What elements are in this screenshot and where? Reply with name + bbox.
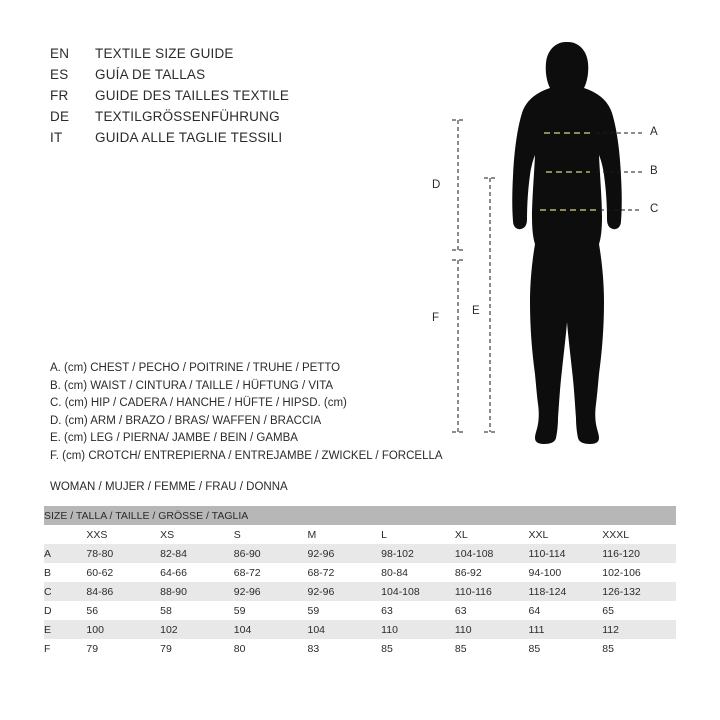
row-label: C <box>44 585 52 598</box>
col-header-xxl: XXL <box>528 528 549 541</box>
title-lang-code: IT <box>50 130 63 145</box>
cell: 56 <box>86 604 99 617</box>
cell: 110 <box>454 623 472 636</box>
table-title-cell: SIZE / TALLA / TAILLE / GRÖSSE / TAGLIA <box>44 509 249 522</box>
body-figure-diagram <box>420 20 710 480</box>
cell: 85 <box>602 642 614 655</box>
title-lang-code: EN <box>50 46 70 61</box>
cell: 111 <box>528 623 545 636</box>
table-row <box>44 563 676 582</box>
cell: 92-96 <box>307 547 335 560</box>
cell: 85 <box>454 642 467 655</box>
row-label: F <box>44 642 51 655</box>
cell: 126-132 <box>602 585 641 598</box>
col-header-xxxl: XXXL <box>602 528 630 541</box>
cell: 88-90 <box>160 585 187 598</box>
label-a: A <box>650 126 658 138</box>
row-label: B <box>44 566 52 579</box>
cell: 110-114 <box>528 547 566 560</box>
dimension-line-f <box>452 260 464 432</box>
legend-item-d: D. (cm) ARM / BRAZO / BRAS/ WAFFEN / BRACCIA <box>50 414 322 427</box>
title-row <box>50 67 480 88</box>
size-table-wrapper <box>44 506 676 658</box>
measurement-legend <box>50 360 470 466</box>
dimension-line-e <box>484 178 496 432</box>
cell: 94-100 <box>528 566 562 579</box>
cell: 82-84 <box>160 547 187 560</box>
col-header-xl: XL <box>454 528 468 541</box>
cell: 102-106 <box>602 566 641 579</box>
legend-item-f: F. (cm) CROTCH/ ENTREPIERNA / ENTREJAMBE / ZWICKEL / FORCELLA <box>50 449 443 462</box>
title-block <box>50 46 480 151</box>
cell: 86-90 <box>233 547 261 560</box>
cell: 85 <box>381 642 393 655</box>
title-text: GUIDA ALLE TAGLIE TESSILI <box>95 130 283 145</box>
cell: 80 <box>233 642 246 655</box>
legend-item-e: E. (cm) LEG / PIERNA/ JAMBE / BEIN / GAMBA <box>50 432 298 445</box>
female-silhouette-shape <box>512 42 622 444</box>
legend-item-b: B. (cm) WAIST / CINTURA / TAILLE / HÜFTUNG / VITA <box>50 379 334 392</box>
dimension-line-d <box>452 120 464 250</box>
label-d: D <box>432 179 441 191</box>
cell: 110-116 <box>454 585 492 598</box>
cell: 59 <box>233 604 246 617</box>
col-header-m: M <box>307 528 317 541</box>
table-title-row <box>44 506 676 525</box>
cell: 102 <box>160 623 178 636</box>
cell: 104 <box>307 623 326 636</box>
table-row <box>44 544 676 563</box>
row-label: E <box>44 623 52 636</box>
cell: 63 <box>454 604 467 617</box>
cell: 112 <box>602 623 619 636</box>
cell: 92-96 <box>233 585 261 598</box>
row-label: A <box>44 547 52 560</box>
cell: 104 <box>233 623 252 636</box>
figure-svg <box>420 20 710 480</box>
cell: 85 <box>528 642 541 655</box>
title-row <box>50 88 480 109</box>
col-header-l: L <box>381 528 388 541</box>
table-row <box>44 639 676 658</box>
cell: 79 <box>160 642 172 655</box>
cell: 84-86 <box>86 585 114 598</box>
table-header-row <box>44 525 676 544</box>
cell: 59 <box>307 604 320 617</box>
table-row <box>44 620 676 639</box>
col-header-xxs: XXS <box>86 528 108 541</box>
title-lang-code: FR <box>50 88 69 103</box>
cell: 118-124 <box>528 585 567 598</box>
cell: 92-96 <box>307 585 335 598</box>
cell: 78-80 <box>86 547 114 560</box>
cell: 79 <box>86 642 99 655</box>
cell: 80-84 <box>381 566 409 579</box>
title-row <box>50 130 480 151</box>
table-row <box>44 582 676 601</box>
cell: 104-108 <box>454 547 494 560</box>
label-e: E <box>472 305 480 317</box>
cell: 68-72 <box>233 566 261 579</box>
table-corner-cell <box>44 525 86 544</box>
cell: 98-102 <box>381 547 414 560</box>
title-text: TEXTILE SIZE GUIDE <box>95 46 234 61</box>
cell: 64 <box>528 604 541 617</box>
row-label: D <box>44 604 52 617</box>
size-table <box>44 506 676 658</box>
title-row <box>50 46 480 67</box>
cell: 104-108 <box>381 585 420 598</box>
cell: 110 <box>381 623 398 636</box>
title-text: GUÍA DE TALLAS <box>95 67 206 82</box>
cell: 64-66 <box>160 566 187 579</box>
title-text: GUIDE DES TAILLES TEXTILE <box>95 88 290 103</box>
col-header-s: S <box>233 528 241 541</box>
cell: 116-120 <box>602 547 640 560</box>
table-row <box>44 601 676 620</box>
cell: 63 <box>381 604 393 617</box>
label-b: B <box>650 165 658 177</box>
cell: 65 <box>602 604 614 617</box>
cell: 100 <box>86 623 104 636</box>
cell: 68-72 <box>307 566 335 579</box>
col-header-xs: XS <box>160 528 175 541</box>
legend-item-c: C. (cm) HIP / CADERA / HANCHE / HÜFTE / HIPSD. (cm) <box>50 397 347 410</box>
gender-label: WOMAN / MUJER / FEMME / FRAU / DONNA <box>50 481 288 493</box>
title-lang-code: DE <box>50 109 70 124</box>
legend-item-a: A. (cm) CHEST / PECHO / POITRINE / TRUHE / PETTO <box>50 362 341 374</box>
cell: 58 <box>160 604 172 617</box>
cell: 86-92 <box>454 566 482 579</box>
label-f: F <box>432 312 440 324</box>
title-text: TEXTILGRÖSSENFÜHRUNG <box>95 109 280 124</box>
label-c: C <box>650 203 659 215</box>
cell: 83 <box>307 642 320 655</box>
title-lang-code: ES <box>50 67 69 82</box>
cell: 60-62 <box>86 566 114 579</box>
title-row <box>50 109 480 130</box>
